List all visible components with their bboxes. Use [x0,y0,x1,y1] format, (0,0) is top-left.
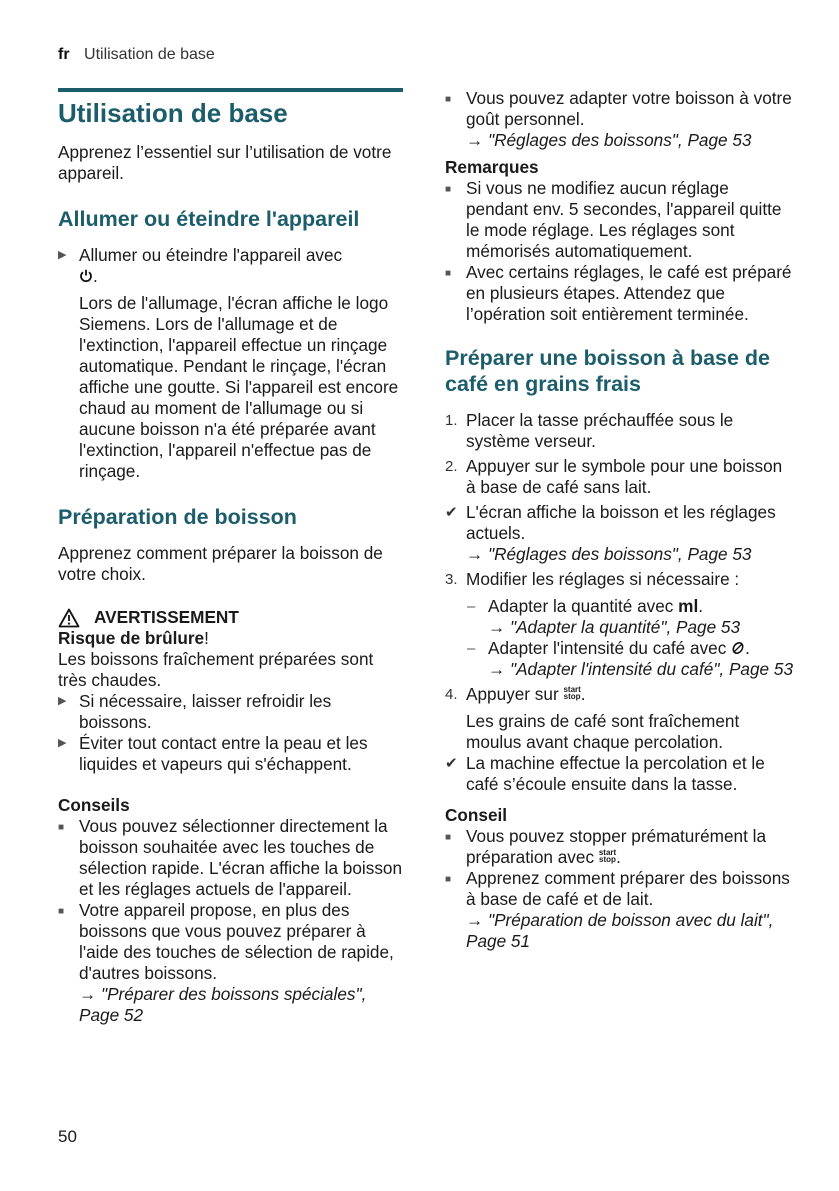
cross-reference [466,544,751,564]
start-stop-icon [563,686,580,700]
intro-text: Apprenez l’essentiel sur l’utilisation de votre appareil. [58,142,392,183]
bean-intensity-icon [731,638,745,658]
step-number: 4. [445,686,458,703]
on-off-description: Lors de l'allumage, l'écran affiche le logo Siemens. Lors de l'allumage et de l'extinction, l'appareil effectue un rinçage automatique. Pendant le rinçage, l'écran affiche une goutte. Si l'appareil est encore chaud au moment de l'allumage ou si aucune boisson n'a été préparée avant l'extinction, l'appareil n'effectue pas de rinçage. [79,293,399,481]
step-on-off-text: Allumer ou éteindre l'appareil avec [79,245,343,265]
warning-item-text: Si nécessaire, laisser refroidir les boissons. [79,691,332,732]
step-number: 2. [445,458,458,475]
step-arrow-icon: ▶ [58,695,67,707]
tip-item [445,88,795,151]
substep-end: . [698,596,703,616]
substep-text: Adapter l'intensité du café avec [488,638,727,658]
preparation-intro: Apprenez comment préparer la boisson de votre choix. [58,543,383,584]
arrow-icon: → [466,910,484,930]
warning-item-text: Éviter tout contact entre la peau et les liquides et vapeurs qui s'échappent. [79,733,368,774]
step-3 [445,569,795,590]
warning-label: AVERTISSEMENT [94,607,239,627]
remark-text: Avec certains réglages, le café est préparé en plusieurs étapes. Attendez que l’opération soit entièrement terminée. [466,262,792,324]
tip-end: . [616,847,621,867]
arrow-icon: → [488,617,506,637]
remark-text: Si vous ne modifiez aucun réglage pendant env. 5 secondes, l'appareil quitte le mode réglage. Les réglages sont mémorisés automatiquement. [466,178,782,261]
check-icon: ✔ [445,504,458,521]
running-header [58,45,215,65]
arrow-icon: → [488,659,506,679]
warning-item [58,691,403,733]
cross-reference [79,984,366,1025]
start-stop-icon [599,849,616,863]
result-2 [445,753,795,795]
step-text: Placer la tasse préchauffée sous le système verseur. [466,410,734,451]
step-text: Appuyer sur [466,684,559,704]
page-number: 50 [58,1127,77,1146]
reference-text: "Préparer des boissons spéciales", Page 52 [79,984,367,1025]
tip-item [58,900,403,1026]
header-section: Utilisation de base [84,46,215,63]
heading-on-off: Allumer ou éteindre l'appareil [58,207,360,231]
bullet-square-icon: ■ [58,822,65,833]
tip-text: Vous pouvez adapter votre boisson à votre goût personnel. [466,88,792,129]
result-text: La machine effectue la percolation et le café s’écoule ensuite dans la tasse. [466,753,765,794]
step-1 [445,410,795,452]
remark-item [445,178,795,262]
right-column [445,88,795,952]
tip-item [445,826,795,868]
remark-item [445,262,795,325]
warning-text: Les boissons fraîchement préparées sont très chaudes. [58,649,374,690]
step-arrow-icon: ▶ [58,249,67,261]
reference-text: "Adapter l'intensité du café", Page 53 [509,659,794,679]
tip-text: Votre appareil propose, en plus des boissons que vous pouvez préparer à l'aide des touches de sélection de rapide, d'autres boissons. [79,900,394,983]
bullet-square-icon: ■ [445,832,452,843]
step-arrow-icon: ▶ [58,737,67,749]
ml-symbol: ml [678,596,699,616]
bullet-square-icon: ■ [445,874,452,885]
step-number: 3. [445,571,458,588]
step-2 [445,456,795,498]
tip-text: Vous pouvez sélectionner directement la boisson souhaitée avec les touches de sélection rapide. L'écran affiche la boisson et les réglages actuels de l'appareil. [79,816,403,899]
step-end: . [580,684,586,704]
step-4-description: Les grains de café sont fraîchement moulus avant chaque percolation. [466,711,740,752]
arrow-icon: → [466,130,484,150]
step-text: Modifier les réglages si nécessaire : [466,569,740,589]
risk-end: ! [204,628,209,648]
remarks-heading: Remarques [445,157,539,177]
warning-title [58,607,403,628]
step-on-off [58,245,403,287]
page-title: Utilisation de base [58,98,288,128]
tip-heading: Conseil [445,805,508,825]
tip-item [445,868,795,952]
reference-text: "Réglages des boissons", Page 53 [487,130,752,150]
bullet-square-icon: ■ [445,268,452,279]
start-label: start [598,848,617,857]
header-lang: fr [58,46,70,63]
warning-item [58,733,403,775]
cross-reference [466,910,773,951]
heading-preparation: Préparation de boisson [58,505,297,529]
power-icon [79,266,93,286]
bullet-square-icon: ■ [445,94,452,105]
reference-text: "Adapter la quantité", Page 53 [509,617,741,637]
substep-intensity [445,638,795,680]
dash-marker: – [467,640,476,657]
step-text: Appuyer sur le symbole pour une boisson à base de café sans lait. [466,456,783,497]
cross-reference [488,659,793,679]
heading-fresh-beans: Préparer une boisson à base de café en grains frais [445,346,771,396]
step-number: 1. [445,412,458,429]
substep-quantity [445,596,795,638]
bullet-square-icon: ■ [445,184,452,195]
warning-triangle-icon [58,608,80,628]
risk-line [58,628,403,649]
result-text: L'écran affiche la boisson et les réglages actuels. [466,502,776,543]
stop-label: stop [563,692,581,701]
cross-reference [488,617,740,637]
cross-reference [466,130,751,150]
reference-text: "Réglages des boissons", Page 53 [487,544,752,564]
start-label: start [563,685,581,694]
arrow-icon: → [466,544,484,564]
dash-marker: – [467,598,476,615]
arrow-icon: → [79,984,97,1004]
tip-item [58,816,403,900]
step-4 [445,684,795,705]
result-1 [445,502,795,565]
title-rule [58,88,403,92]
reference-text: "Préparation de boisson avec du lait", Page 51 [466,910,774,951]
substep-end: . [745,638,750,658]
risk-bold: Risque de brûlure [58,628,205,648]
step-on-off-end: . [93,266,98,286]
tip-text: Apprenez comment préparer des boissons à base de café et de lait. [466,868,790,909]
bullet-square-icon: ■ [58,906,65,917]
stop-label: stop [599,855,616,864]
substep-text: Adapter la quantité avec [488,596,674,616]
left-column [58,88,403,1026]
tips-heading: Conseils [58,795,130,815]
check-icon: ✔ [445,755,458,772]
tip-text: Vous pouvez stopper prématurément la préparation avec [466,826,767,867]
